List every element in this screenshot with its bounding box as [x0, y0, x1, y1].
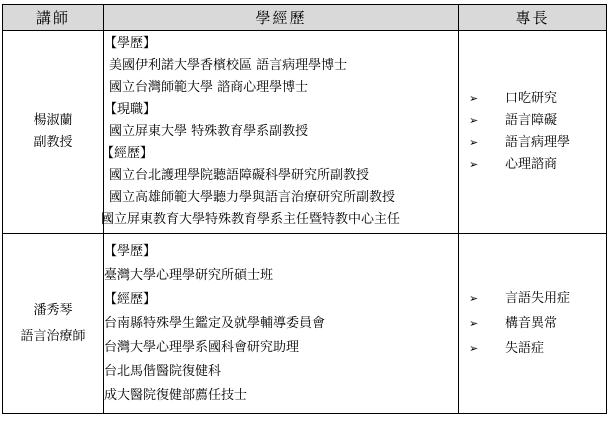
lecturer-name: 潘秀琴	[33, 302, 73, 318]
specialty-list	[459, 88, 606, 176]
specialty-label: 語言病理學	[505, 135, 571, 150]
arrow-bullet-icon: ➢	[469, 114, 479, 127]
background-line: 【經歷】	[101, 146, 154, 161]
table-row	[3, 31, 607, 234]
specialty-item	[469, 132, 606, 154]
lecturer-cell	[3, 234, 104, 414]
background-line: 臺灣大學心理學研究所碩士班	[104, 267, 274, 283]
specialty-list	[459, 286, 606, 361]
lecturer-title: 語言治療師	[20, 328, 86, 344]
lecturer-cell	[3, 31, 104, 234]
background-line: 國立台北護理學院聽語障礙科學研究所副教授	[109, 168, 370, 183]
lecturer-name: 楊淑蘭	[33, 113, 73, 128]
background-line: 國立屏東大學 特殊教育學系副教授	[109, 124, 309, 139]
background-line: 成大醫院復健部薦任技士	[104, 387, 248, 403]
arrow-bullet-icon: ➢	[469, 92, 479, 105]
specialty-item	[469, 336, 606, 361]
specialty-item	[469, 311, 606, 336]
specialty-item	[469, 286, 606, 311]
arrow-bullet-icon: ➢	[469, 292, 479, 305]
background-line: 台北馬偕醫院復健科	[104, 363, 222, 379]
arrow-bullet-icon: ➢	[469, 317, 479, 330]
specialty-label: 口吃研究	[505, 91, 558, 106]
background-line: 台南縣特殊學生鑑定及就學輔導委員會	[104, 315, 326, 331]
background-cell	[101, 31, 459, 234]
faculty-table	[2, 4, 607, 414]
specialty-label: 言語失用症	[505, 291, 571, 306]
header-background: 學經歷	[104, 5, 459, 31]
specialty-label: 構音異常	[505, 316, 558, 331]
background-line: 國立台灣師範大學 諮商心理學博士	[109, 80, 309, 95]
specialty-cell	[459, 234, 607, 414]
lecturer-title: 副教授	[33, 135, 73, 150]
background-line: 【現職】	[104, 102, 157, 117]
specialty-item	[469, 110, 606, 132]
specialty-label: 失語症	[505, 341, 545, 356]
background-line: 國立屏東教育大學特殊教育學系主任暨特教中心主任	[101, 212, 401, 227]
background-line: 國立高雄師範大學聽力學與語言治療研究所副教授	[109, 190, 396, 205]
background-cell	[104, 234, 459, 414]
specialty-item	[469, 154, 606, 176]
background-line: 美國伊利諾大學香檳校區 語言病理學博士	[109, 58, 348, 73]
arrow-bullet-icon: ➢	[469, 136, 479, 149]
specialty-cell	[459, 31, 607, 234]
header-row	[3, 5, 607, 31]
background-line: 【經歷】	[104, 291, 157, 307]
arrow-bullet-icon: ➢	[469, 342, 479, 355]
arrow-bullet-icon: ➢	[469, 158, 479, 171]
background-line: 【學歷】	[104, 36, 157, 51]
background-line: 台灣大學心理學系國科會研究助理	[104, 339, 300, 355]
specialty-label: 語言障礙	[505, 113, 558, 128]
header-lecturer: 講師	[3, 5, 104, 31]
specialty-item	[469, 88, 606, 110]
specialty-label: 心理諮商	[505, 157, 558, 172]
header-specialty: 專長	[459, 5, 607, 31]
background-line: 【學歷】	[104, 243, 157, 259]
table-row	[3, 234, 607, 414]
